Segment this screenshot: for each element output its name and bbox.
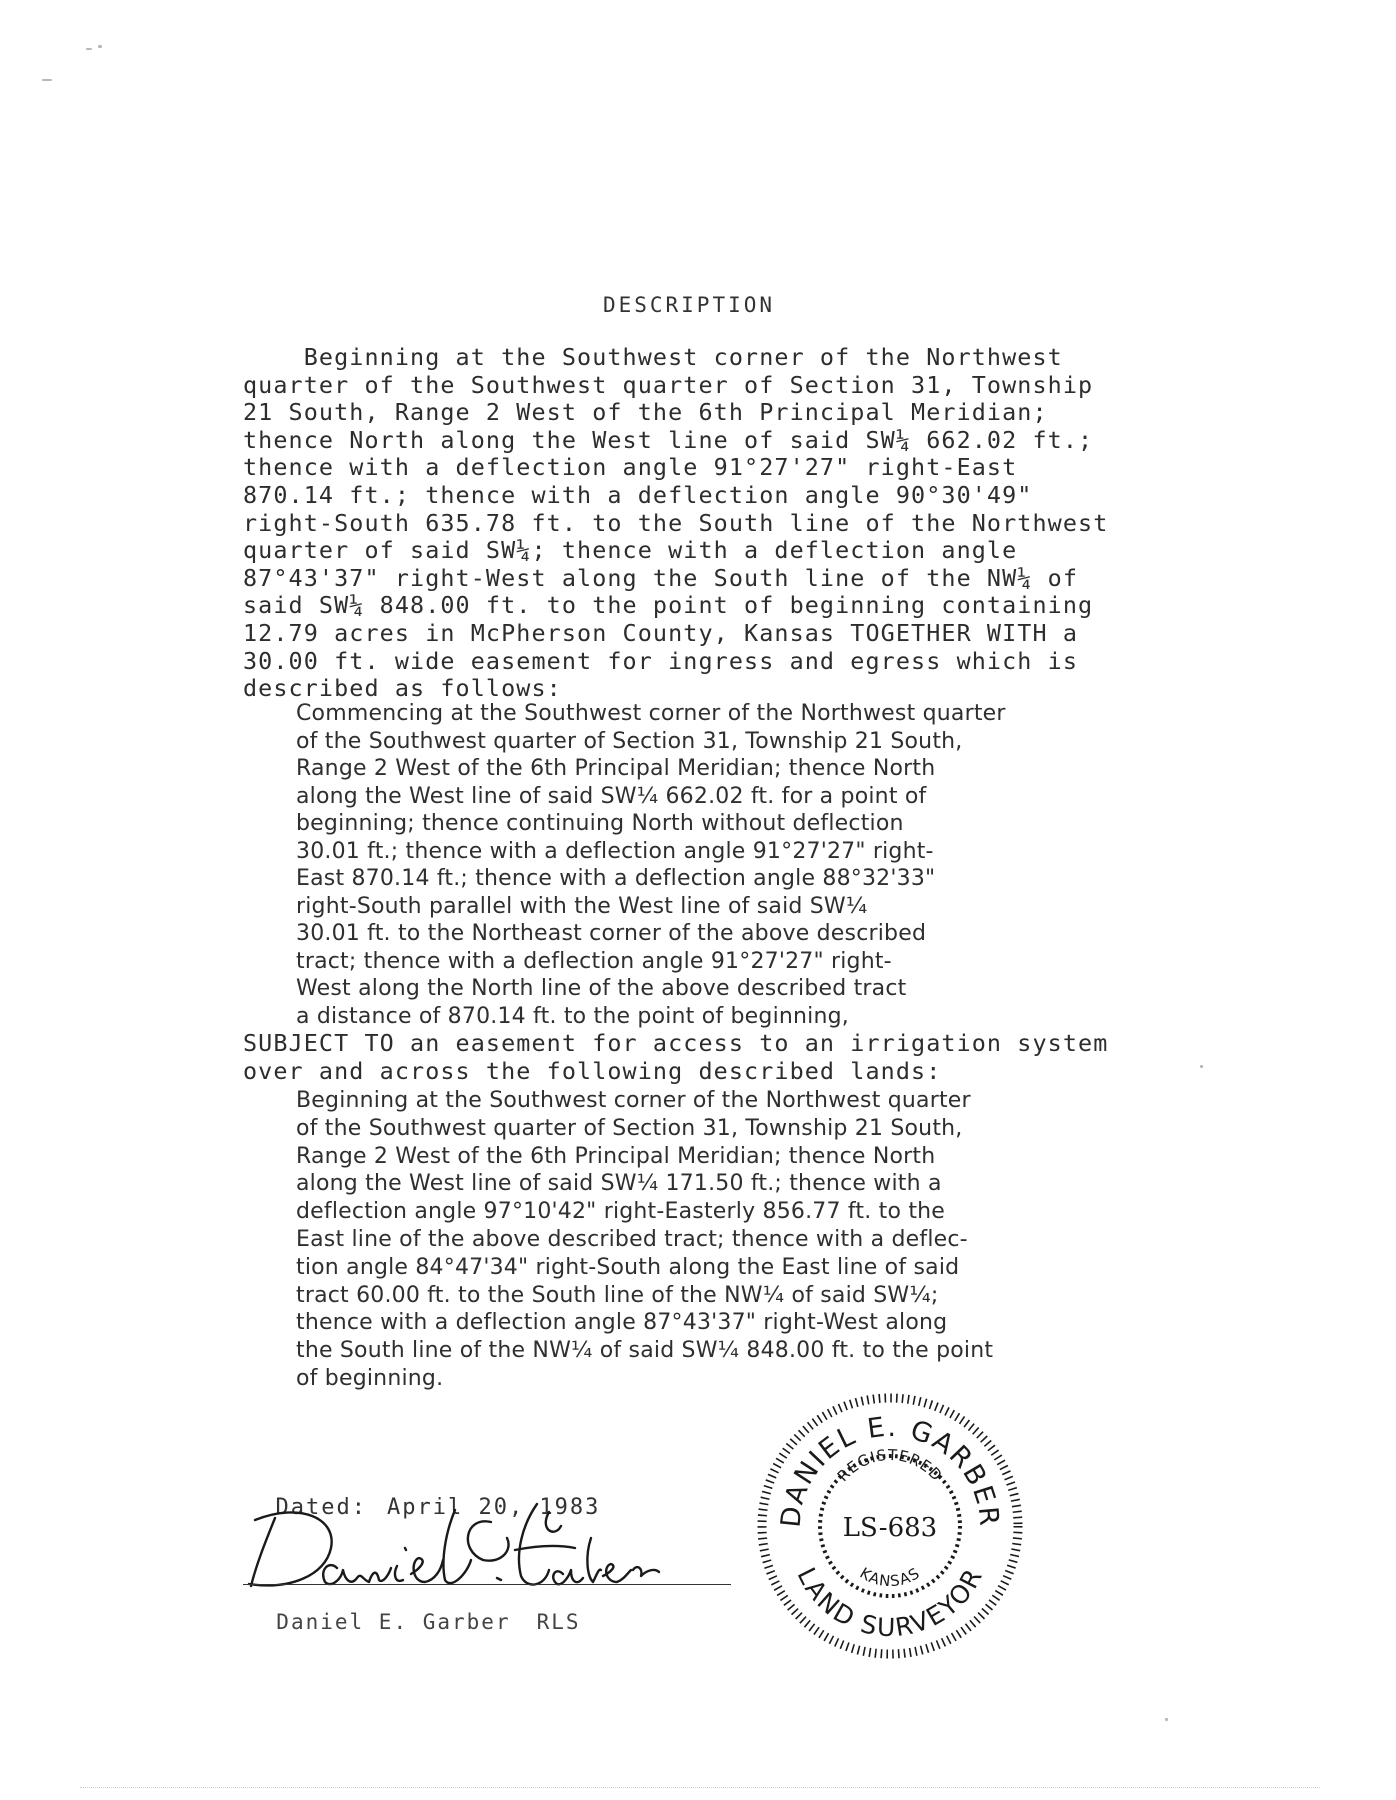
irrigation-easement-description: Beginning at the Southwest corner of the Northwest quarter of the Southwest quarter of Section 31, Township 21 South, Range 2 West of the 6th Principal Meridian; thence North along the West line of said SW¼ 171.50 ft.; thence with a deflection angle 97°10'42" right-Easterly 856.77 ft. to the East line of the above described tract; thence with a deflec- tion angle 84°47'34" right-South along the East line of said tract 60.00 ft. to the South line of the NW¼ of said SW¼; thence with a deflection angle 87°43'37" right-West along the South line of the NW¼ of said SW¼ 848.00 ft. to the point of beginning. bbox=[296, 1088, 994, 1391]
main-description-paragraph: Beginning at the Southwest corner of the Northwest quarter of the Southwest quarter of Section 31, Township 21 South, Range 2 West of the 6th Principal Meridian; thence North along the West line of said SW¼ 662.02 ft.; thence with a deflection angle 91°27'27" right-East 870.14 ft.; thence with a deflection angle 90°30'49" right-South 635.78 ft. to the South line of the Northwest quarter of said SW¼; thence with a deflection angle 87°43'37" right-West along the South line of the NW¼ of said SW¼ 848.00 ft. to the point of beginning containing 12.79 acres in McPherson County, Kansas TOGETHER WITH a 30.00 ft. wide easement for ingress and egress which is described as follows: bbox=[243, 343, 1109, 703]
seal-state: KANSAS bbox=[856, 1563, 924, 1591]
document-title: DESCRIPTION bbox=[602, 293, 776, 317]
scan-bottom-edge bbox=[80, 1787, 1320, 1788]
scan-speck bbox=[42, 79, 52, 81]
seal-profession: LAND SURVEYOR bbox=[791, 1562, 989, 1643]
signer-line bbox=[247, 1586, 581, 1634]
dated-label: Dated: bbox=[275, 1495, 367, 1520]
seal-name: DANIEL E. GARBER bbox=[775, 1411, 1005, 1529]
easement-description: Commencing at the Southwest corner of the Northwest quarter of the Southwest quarter of Section 31, Township 21 South, Range 2 West of the 6th Principal Meridian; thence North along the West line of said SW¼ 662.02 ft. for a point of beginning; thence continuing North without deflection 30.01 ft.; thence with a deflection angle 91°27'27" right- East 870.14 ft.; thence with a deflection angle 88°32'33" right-South parallel with the West line of said SW¼ 30.01 ft. to the Northeast corner of the above described tract; thence with a deflection angle 91°27'27" right- West along the North line of the above described tract a distance of 870.14 ft. to the point of beginning, bbox=[296, 701, 1006, 1029]
signer-credential: RLS bbox=[536, 1610, 581, 1634]
scan-speck bbox=[86, 48, 92, 50]
signer-name: Daniel E. Garber bbox=[276, 1610, 511, 1634]
surveyor-seal bbox=[750, 1386, 1030, 1666]
seal-registered: REGISTERED bbox=[833, 1445, 947, 1486]
seal-license-number: LS-683 bbox=[842, 1513, 938, 1543]
scan-speck bbox=[1200, 1065, 1203, 1068]
scan-speck bbox=[98, 45, 102, 48]
signature-line bbox=[243, 1584, 731, 1585]
subject-to-clause: SUBJECT TO an easement for access to an irrigation system over and across the following described lands: bbox=[243, 1029, 1109, 1085]
scan-speck bbox=[1165, 1718, 1168, 1721]
dated-value: April 20, 1983 bbox=[386, 1495, 601, 1520]
